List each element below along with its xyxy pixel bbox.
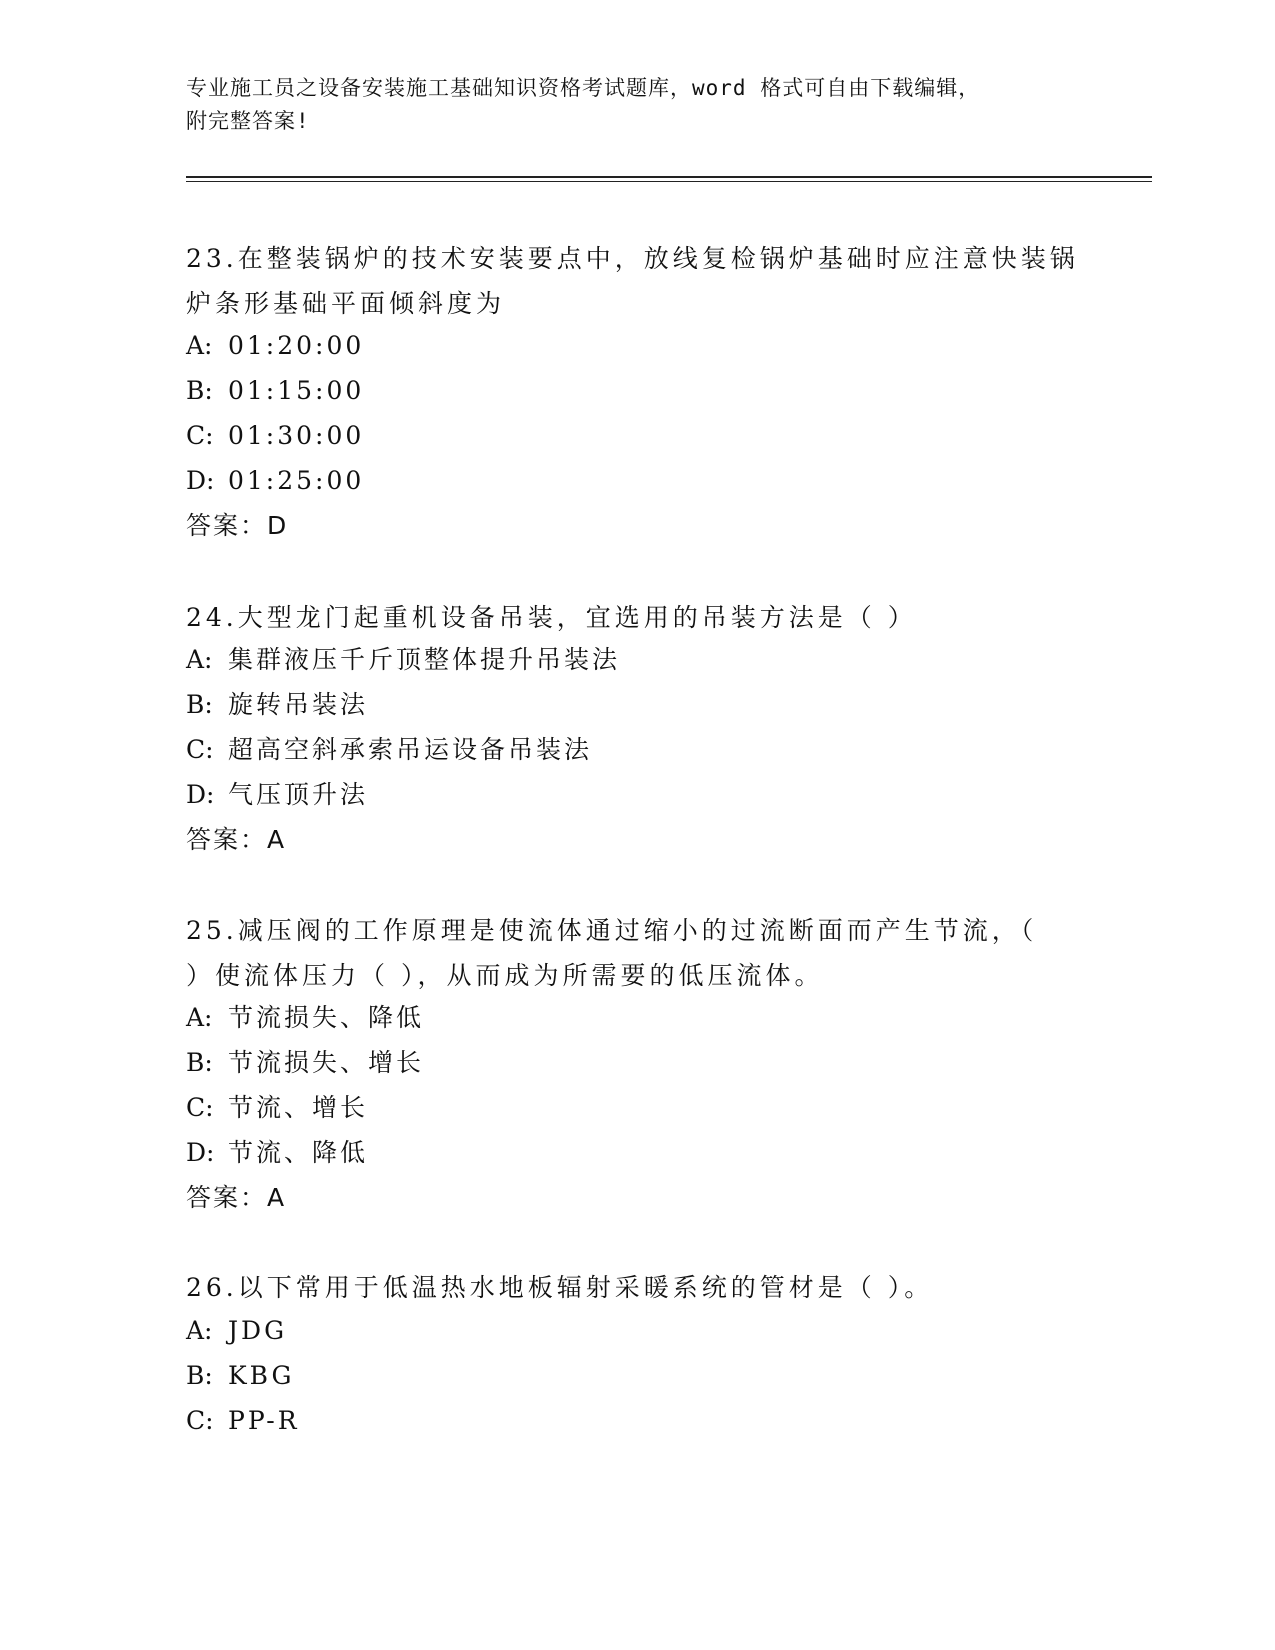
question-26-option-b: B: KBG	[186, 1361, 295, 1390]
document-header	[186, 72, 1086, 138]
question-26-option-c: C: PP-R	[186, 1406, 300, 1435]
question-23-option-b: B: 01:15:00	[186, 376, 365, 405]
question-25-option-d: D: 节流、降低	[186, 1138, 369, 1167]
question-24-option-c: C: 超高空斜承索吊运设备吊装法	[186, 735, 593, 764]
header-divider-thin	[186, 181, 1152, 182]
question-24-option-b: B: 旋转吊装法	[186, 690, 369, 719]
question-26-option-a: A: JDG	[186, 1316, 288, 1345]
question-24-option-d: D: 气压顶升法	[186, 780, 369, 809]
question-25-answer: 答案：A	[186, 1183, 287, 1212]
question-23-option-d: D: 01:25:00	[186, 466, 365, 495]
header-divider	[186, 176, 1152, 178]
header-line-1: 专业施工员之设备安装施工基础知识资格考试题库，word 格式可自由下载编辑，	[186, 76, 981, 100]
question-25-option-b: B: 节流损失、增长	[186, 1048, 425, 1077]
question-25-option-a: A: 节流损失、降低	[186, 1003, 425, 1032]
question-24-option-a: A: 集群液压千斤顶整体提升吊装法	[186, 645, 621, 674]
question-23-answer: 答案：D	[186, 511, 289, 540]
header-line-2: 附完整答案!	[186, 109, 310, 133]
question-25-option-c: C: 节流、增长	[186, 1093, 369, 1122]
question-23-text: 23.在整装锅炉的技术安装要点中，放线复检锅炉基础时应注意快装锅 炉条形基础平面倾斜度为	[186, 244, 1079, 318]
question-24-text: 24.大型龙门起重机设备吊装，宜选用的吊装方法是（ ）	[186, 603, 917, 632]
question-24-answer: 答案：A	[186, 825, 287, 854]
question-23-option-a: A: 01:20:00	[186, 331, 365, 360]
question-26-text: 26.以下常用于低温热水地板辐射采暖系统的管材是（ ）。	[186, 1273, 934, 1302]
question-25-text: 25.减压阀的工作原理是使流体通过缩小的过流断面而产生节流，（ ）使流体压力（ ），从而成为所需要的低压流体。	[186, 916, 1038, 990]
question-23-option-c: C: 01:30:00	[186, 421, 365, 450]
